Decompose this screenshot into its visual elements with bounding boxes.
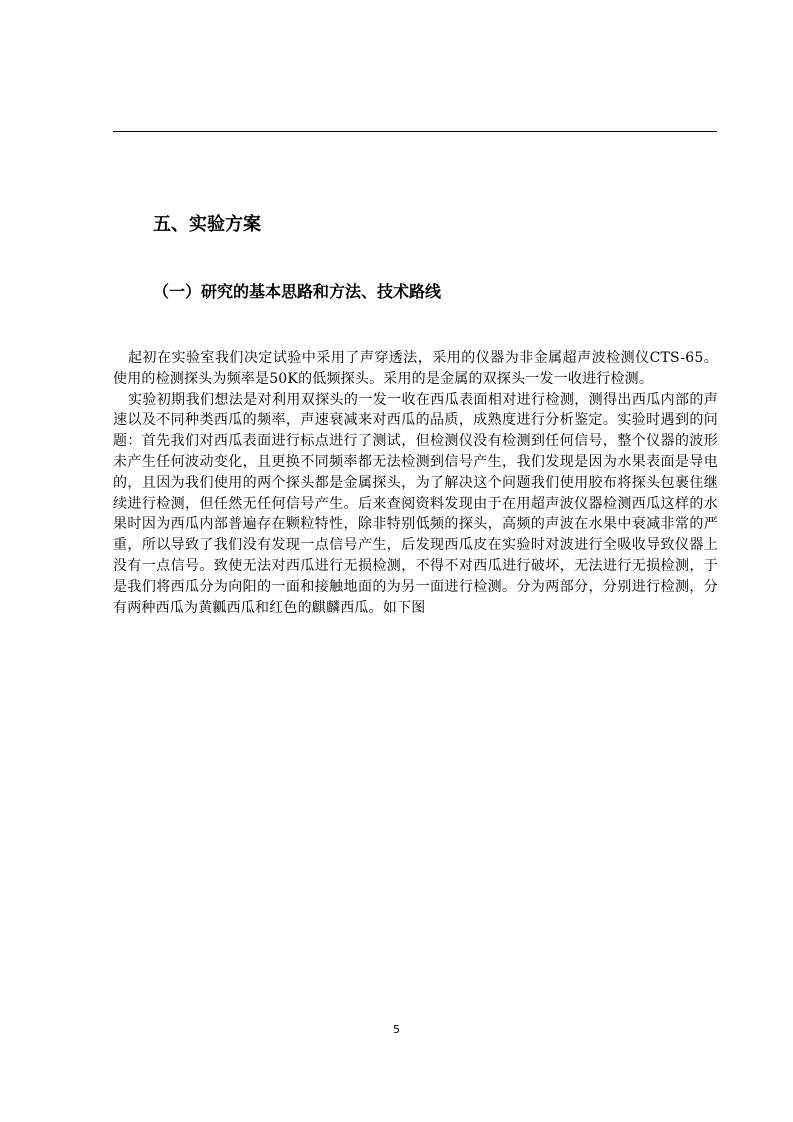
subsection-title: （一）研究的基本思路和方法、技术路线	[153, 282, 442, 301]
section-title: 五、实验方案	[153, 214, 261, 235]
page-number: 5	[393, 1023, 400, 1036]
body-text	[113, 348, 718, 618]
paragraph-2: 实验初期我们想法是对利用双探头的一发一收在西瓜表面相对进行检测，测得出西瓜内部的声速以及不同种类西瓜的频率，声速衰减来对西瓜的品质，成熟度进行分析鉴定。实验时遇到的问题：首先我们对西瓜表面进行标点进行了测试，但检测仪没有检测到任何信号，整个仪器的波形未产生任何波动变化，且更换不同频率都无法检测到信号产生，我们发现是因为水果表面是导电的，且因为我们使用的两个探头都是金属探头，为了解决这个问题我们使用胶布将探头包裹住继续进行检测，但任然无任何信号产生。后来查阅资料发现由于在用超声波仪器检测西瓜这样的水果时因为西瓜内部普遍存在颗粒特性，除非特别低频的探头，高频的声波在水果中衰减非常的严重，所以导致了我们没有发现一点信号产生，后发现西瓜皮在实验时对波进行全吸收导致仪器上没有一点信号。致使无法对西瓜进行无损检测，不得不对西瓜进行破坏，无法进行无损检测，于是我们将西瓜分为向阳的一面和接触地面的为另一面进行检测。分为两部分，分别进行检测，分有两种西瓜为黄瓤西瓜和红色的麒麟西瓜。如下图	[113, 391, 718, 616]
header-rule	[113, 131, 717, 132]
paragraph-1: 起初在实验室我们决定试验中采用了声穿透法，采用的仪器为非金属超声波检测仪CTS-65。使用的检测探头为频率是50K的低频探头。采用的是金属的双探头一发一收进行检测。	[113, 350, 718, 387]
